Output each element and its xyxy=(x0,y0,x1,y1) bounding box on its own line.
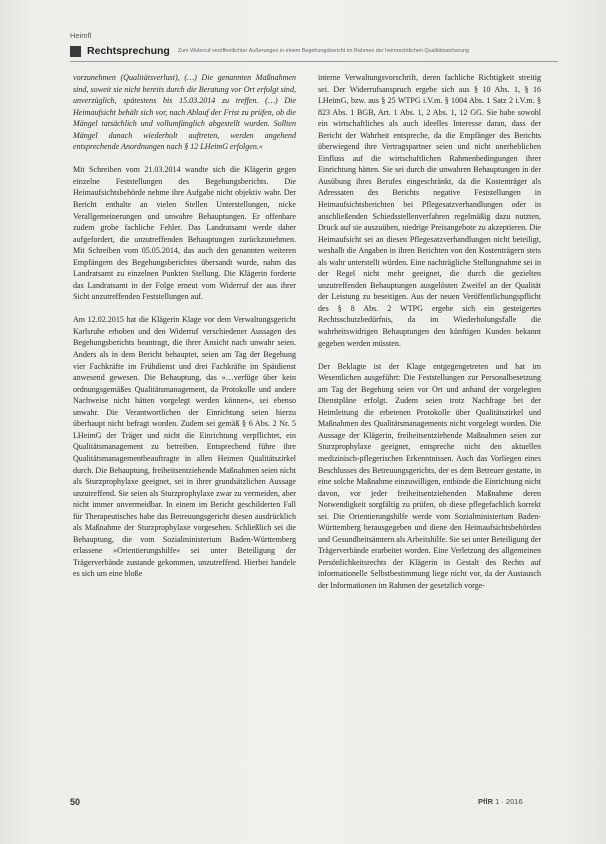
paragraph: Am 12.02.2015 hat die Klägerin Klage vor dem Verwaltungsgericht Karlsruhe erhoben und den Widerruf verschiedener Aussagen des Begehungsberichts beantragt, die ihrer Ansicht nach unwahr seien. Anders als in dem Bericht behauptet, seien am Tag der Begehung vier Fachkräfte im Frühdienst und drei Fachkräfte im Spätdienst anwesend gewesen. Die Behauptung, das »…verfüge über kein ordnungsgemäßes Qualitätsmanagement, da Protokolle und andere Nachweise nicht hätten vorgelegt werden können«, sei ebenso unwahr. Die Verantwortlichen der Einrichtung seien hierzu überhaupt nicht befragt worden. Zudem sei gemäß § 6 Abs. 2 Nr. 5 LHeimG der Träger und nicht die Einrichtung verpflichtet, ein Qualitätsmanagement zu betreiben. Entsprechend führe ihre Qualitätsmanagementbeauftragte in allen Heimen Qualitätszirkel durch. Die Behauptung, freiheitsentziehende Maßnahmen seien nicht als Sturzprophylaxe geeignet, sei in ihrer grundsätzlichen Aussage unzutreffend. Sie seien als Sturzprophylaxe zwar zu vermeiden, aber nicht immer unvermeidbar. In einem im Bericht geschilderten Fall für Therapeutisches habe das Betreuungsgericht diesen ausdrücklich als Maßnahme der Sturzprophylaxe vorgesehen. Schließlich sei die Behauptung, die vom Sozialministerium Baden-Württemberg erlassene »Orientierungshilfe« sei unter Beteiligung der Trägerverbände zustande gekommen, unzutreffend. Hierbei handele es sich um eine bloße xyxy=(73,315,296,579)
page-number: 50 xyxy=(70,797,81,807)
header-divider xyxy=(70,61,558,62)
paragraph: vorzunehmen (Qualitätsverlust), (…) Die genannten Maßnahmen sind, soweit sie nicht bereits durch die Beratung vor Ort erfolgt sind, unverzüglich, spätestens bis 15.03.2014 zu treffen. (…) Die Heimaufsicht behält sich vor, nach Ablauf der Frist zu prüfen, ob die Mängel tatsächlich und vollumfänglich abgestellt wurden. Sollten Mängel danach wiederholt auftreten, werden angehend entsprechende Anordnungen nach § 12 LHeimG erfolgen.« xyxy=(73,73,296,152)
paragraph: Mit Schreiben vom 21.03.2014 wandte sich die Klägerin gegen einzelne Feststellungen des Begehungsberichts. Die Heimaufsichtsbehörde nehme ihre Aufgabe nicht objektiv wahr. Der Bericht enthalte an vielen Stellen Unterstellungen, nicke Verallgemeinerungen und unwahre Behauptungen. Er offenbare zudem grobe fachliche Fehler. Das Landratsamt werde daher aufgefordert, die unzutreffenden Behauptungen zurückzunehmen. Mit Schreiben vom 05.05.2014, das auch den genannten weiteren Empfängern des Begehungsberichtes übersandt wurde, nahm das Landratsamt zu einzelnen Punkten Stellung. Die Klägerin forderte das Landratsamt in der Folge erneut vom Widerruf der aus ihrer Sicht unzutreffenden Feststellungen auf. xyxy=(73,165,296,302)
paragraph: interne Verwaltungsvorschrift, deren fachliche Richtigkeit streitig sei. Der Widerrufsanspruch ergebe sich aus § 10 Abs. 1, § 16 LHeimG, bzw. aus § 25 WTPG i.V.m. § 1004 Abs. 1 Satz 2 i.V.m. § 823 Abs. 1 BGB, Art. 1 Abs. 1, 2 Abs. 1, 12 GG. Sie habe sowohl ein wirtschaftliches als auch ideelles Interesse daran, dass der Bericht der Wahrheit entspreche, da die Empfänger des Berichts überwiegend ihre Vertragspartner seien und nicht unerheblichen Einfluss auf die wirtschaftlichen Rahmenbedingungen ihrer Einrichtung hätten. Sie sei durch die unwahren Behauptungen in der Ausübung ihres Berufes eingeschränkt, da die Kostenträger als Adressaten des Berichts negative Feststellungen in Heimaufsichtsberichten bei Pflegesatzverhandlungen oder in anschließenden Schiedsstellenverfahren regelmäßig dazu nutzten, Druck auf sie auszuüben, niedrige Preisangebote zu akzeptieren. Die Heimaufsicht sei an diesen Pflegesatzverhandlungen nicht beteiligt, weshalb die Angaben in ihren Berichten von den Kostenträgern stets als wahr unterstellt würden. Eine nachträgliche Stellungnahme sei in der Regel nicht mehr geeignet, die durch die gezielten unzutreffenden Behauptungen ausgelösten Zweifel an der Qualität der Leistung zu beseitigen. Aus der neuen Veröffentlichungspflicht des § 8 Abs. 2 WTPG ergebe sich ein gesteigertes Rechtsschutzbedürfnis, da im Wiederholungsfalle die wahrheitswidrigen Behauptungen den künftigen Kunden bekannt gegeben werden müssten. xyxy=(318,73,541,348)
section-subtitle: Zum Widerruf veröffentlichter Äußerungen in einem Begehungsbericht im Rahmen der heimrechtlichen Qualitätssicherung xyxy=(177,48,469,54)
journal-issue: 1 · 2016 xyxy=(495,797,523,806)
paragraph: Der Beklagte ist der Klage entgegengetreten und hat im Wesentlichen ausgeführt: Die Feststellungen zur Personalbesetzung am Tag der Begehung seien vor Ort und anhand der vorgelegten Dienstpläne erfolgt. Zudem seien trotz Nachfrage bei der Heimleitung die erbetenen Protokolle über Qualitätszirkel und Maßnahmen des Qualitätsmanagements nicht vorgelegt worden. Die Aussage der Klägerin, freiheitsentziehende Maßnahmen seien zur Sturzprophylaxe geeignet, entspreche nicht den aktuellen medizinisch-pflegerischen Erkenntnissen. Auch das Vorliegen eines Beschlusses des Betreuungsgerichts, der es dem Betreuer gestatte, in eine solche Maßnahme einzuwilligen, entbinde die Einrichtung nicht davon, vor jeder freiheitsentziehenden Maßnahme deren Notwendigkeit sorgfältig zu prüfen, ob diese pflegefachlich korrekt sei. Die Orientierungshilfe werde vom Sozialministerium Baden-Württemberg herausgegeben und diene den Heimaufsichtsbehörden und Gesundheitsämtern als Arbeitshilfe. Sie sei unter Beteiligung der Trägerverbände erarbeitet worden. Eine Verletzung des allgemeinen Persönlichkeitsrechts der Klägerin in Gestalt des Rechts auf informationelle Selbstbestimmung liege nicht vor, da der Austausch der Informationen im Rahmen der gesetzlich vorge- xyxy=(318,361,541,591)
running-head: Heimfl xyxy=(70,31,92,40)
section-title: Rechtsprechung xyxy=(87,45,170,57)
journal-footer xyxy=(478,797,523,806)
left-column xyxy=(73,72,296,591)
section-header xyxy=(70,44,558,58)
journal-abbrev: PflR xyxy=(478,797,493,806)
section-marker-icon xyxy=(70,46,81,57)
right-column xyxy=(318,72,541,603)
